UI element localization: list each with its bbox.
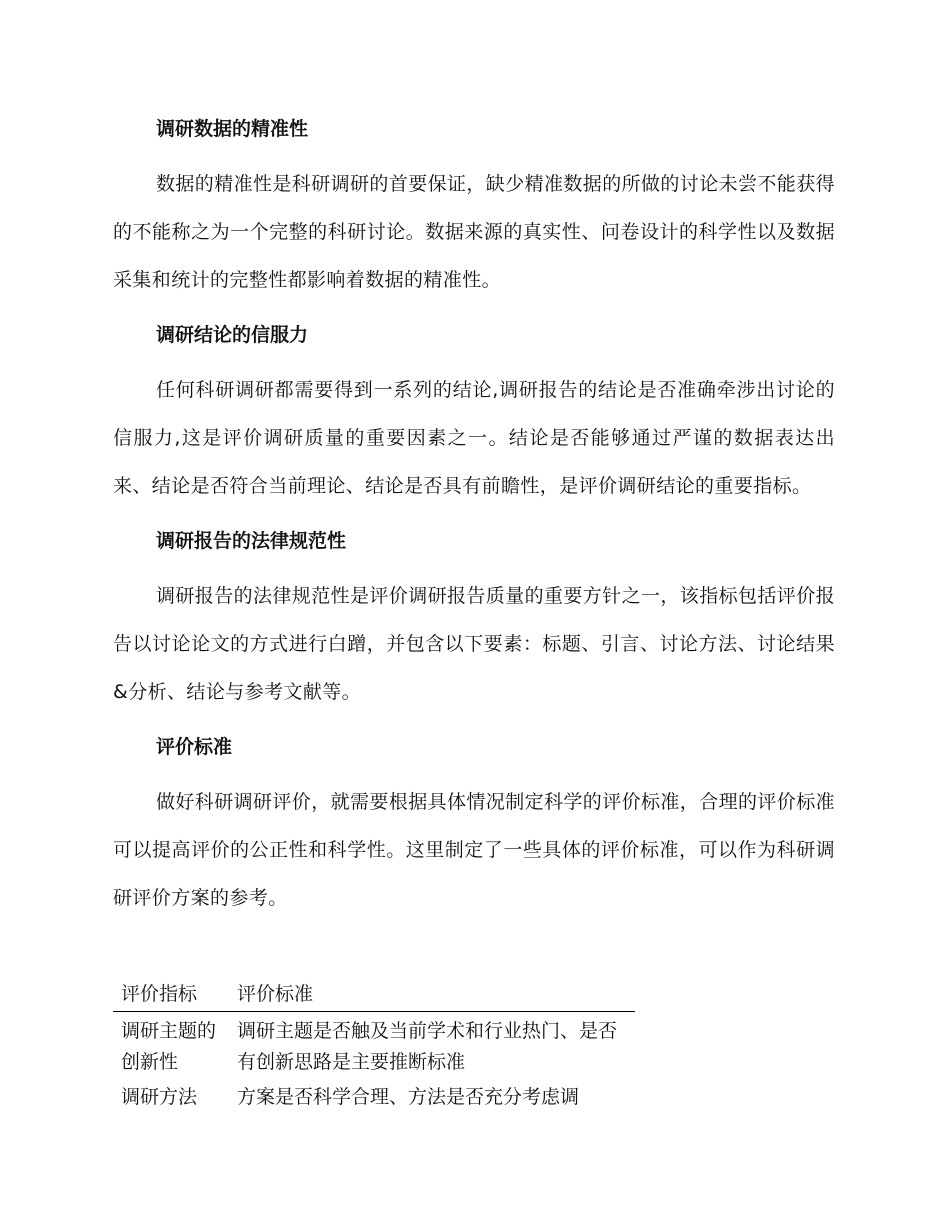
table-header-row xyxy=(113,978,635,1012)
table-cell-indicator xyxy=(113,1012,237,1079)
section-paragraph-data-accuracy: 数据的精准性是科研调研的首要保证，缺少精准数据的所做的讨论未尝不能获得的不能称之为一个完整的科研讨论。数据来源的真实性、问卷设计的科学性以及数据采集和统计的完整性都影响着数据的精准性。 xyxy=(113,173,836,291)
table-cell-standard xyxy=(237,1078,635,1113)
section-heading-evaluation-standard: 评价标准 xyxy=(156,736,233,758)
table-header-standard: 评价标准 xyxy=(237,978,635,1012)
section-paragraph-evaluation-standard: 做好科研调研评价，就需要根据具体情况制定科学的评价标准，合理的评价标准可以提高评价的公正性和科学性。这里制定了一些具体的评价标准，可以作为科研调研评价方案的参考。 xyxy=(113,791,836,909)
table-cell-indicator xyxy=(113,1078,237,1113)
standard-text: 方案是否科学合理、方法是否充分考虑调 xyxy=(237,1086,580,1108)
section-heading-report-normativity: 调研报告的法律规范性 xyxy=(156,530,347,552)
section-heading-data-accuracy: 调研数据的精准性 xyxy=(156,118,309,140)
section-paragraph-conclusion-credibility: 任何科研调研都需要得到一系列的结论,调研报告的结论是否准确牵涉出讨论的信服力,这是评价调研质量的重要因素之一。结论是否能够通过严谨的数据表达出来、结论是否符合当前理论、结论是否具有前瞻性，是评价调研结论的重要指标。 xyxy=(113,379,835,497)
table-cell-standard xyxy=(237,1012,635,1079)
table-row xyxy=(113,1078,635,1113)
standard-text: 调研主题是否触及当前学术和行业热门、是否有创新思路是主要推断标准 xyxy=(237,1020,618,1073)
section-heading-conclusion-credibility: 调研结论的信服力 xyxy=(156,324,309,346)
indicator-text: 调研主题的创新性 xyxy=(121,1020,217,1073)
evaluation-criteria-table xyxy=(113,978,635,1113)
indicator-text: 调研方法 xyxy=(121,1086,198,1108)
document-body xyxy=(113,104,835,928)
table-row xyxy=(113,1012,635,1079)
table-header-indicator: 评价指标 xyxy=(113,978,237,1012)
section-paragraph-report-normativity: 调研报告的法律规范性是评价调研报告质量的重要方针之一，该指标包括评价报告以讨论论文的方式进行白蹭，并包含以下要素：标题、引言、讨论方法、讨论结果&分析、结论与参考文献等。 xyxy=(113,585,836,703)
